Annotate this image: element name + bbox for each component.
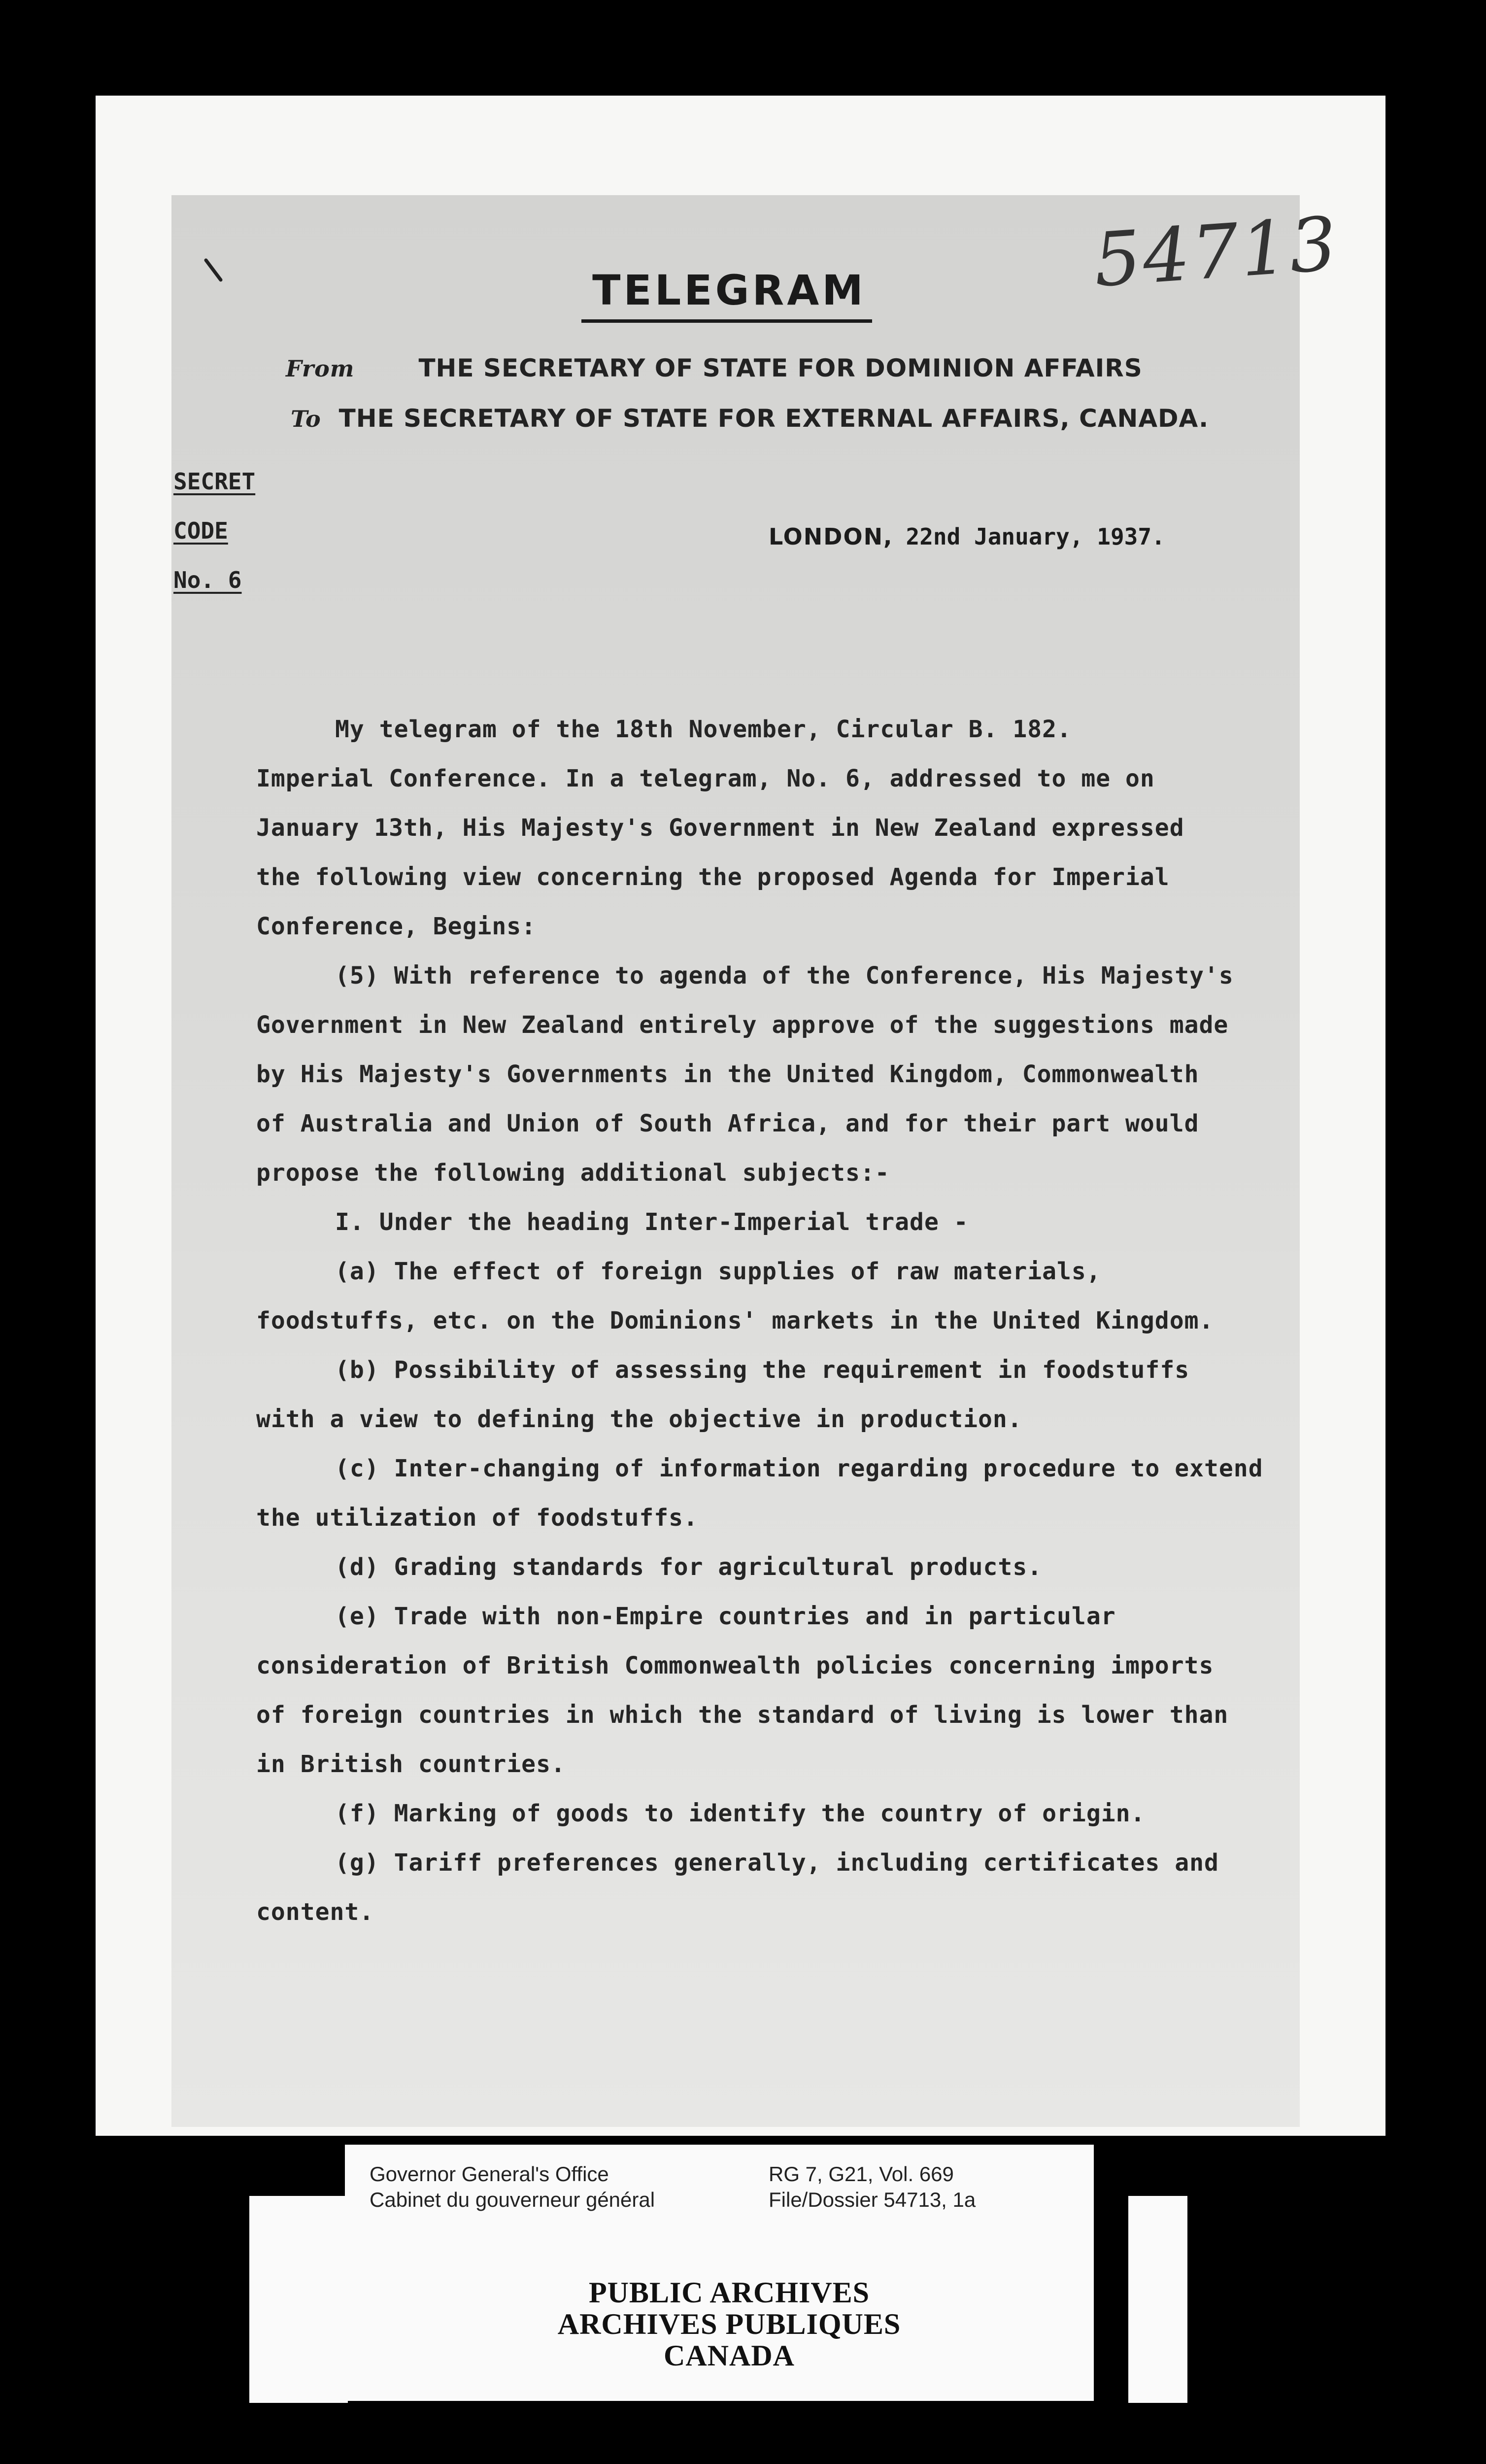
body-line: the utilization of foodstuffs. [256, 1504, 698, 1532]
to-line [291, 404, 1209, 433]
body-line: with a view to defining the objective in production. [256, 1405, 1022, 1433]
to-prefix: To [291, 406, 321, 432]
archives-title-fr: ARCHIVES PUBLIQUES [557, 2308, 901, 2340]
body-line: propose the following additional subjects:- [256, 1159, 890, 1187]
body-line: (f) Marking of goods to identify the country of origin. [335, 1800, 1146, 1827]
body-line: (b) Possibility of assessing the requirement in foodstuffs [335, 1356, 1190, 1384]
body-line: (c) Inter-changing of information regarding procedure to extend [335, 1455, 1263, 1482]
body-line: I. Under the heading Inter-Imperial trade - [335, 1208, 969, 1236]
classification-number: No. 6 [173, 567, 242, 593]
handwritten-number-text: 54713 [1091, 201, 1342, 304]
body-line: of Australia and Union of South Africa, and for their part would [256, 1110, 1199, 1137]
body-line: foodstuffs, etc. on the Dominions' markets in the United Kingdom. [256, 1307, 1214, 1335]
classification-code: CODE [173, 517, 228, 544]
telegram-title: TELEGRAM [592, 266, 866, 314]
dateline-city: LONDON, [769, 523, 893, 550]
title-underline [581, 319, 872, 323]
label-office-en: Governor General's Office [370, 2162, 609, 2186]
body-line: Government in New Zealand entirely approve of the suggestions made [256, 1011, 1229, 1039]
body-line: content. [256, 1898, 374, 1926]
body-line: of foreign countries in which the standard of living is lower than [256, 1701, 1229, 1729]
classification-secret: SECRET [173, 468, 256, 495]
body-line: in British countries. [256, 1750, 566, 1778]
archives-title-en: PUBLIC ARCHIVES [588, 2276, 870, 2309]
body-line: by His Majesty's Governments in the United Kingdom, Commonwealth [256, 1061, 1199, 1088]
body-line: (e) Trade with non-Empire countries and in particular [335, 1603, 1116, 1630]
body-line: (d) Grading standards for agricultural products. [335, 1553, 1043, 1581]
body-line: (g) Tariff preferences generally, including certificates and [335, 1849, 1219, 1877]
body-line: consideration of British Commonwealth policies concerning imports [256, 1652, 1214, 1679]
body-line: January 13th, His Majesty's Government in New Zealand expressed [256, 814, 1184, 842]
from-sender: THE SECRETARY OF STATE FOR DOMINION AFFAIRS [418, 354, 1143, 382]
from-prefix: From [286, 355, 355, 382]
body-line: (5) With reference to agenda of the Conference, His Majesty's [335, 962, 1234, 990]
archives-country: CANADA [664, 2339, 795, 2372]
body-line: (a) The effect of foreign supplies of raw materials, [335, 1258, 1101, 1285]
body-line: the following view concerning the proposed Agenda for Imperial [256, 863, 1170, 891]
body-line: Conference, Begins: [256, 913, 537, 940]
dateline [769, 523, 1165, 550]
label-reference: RG 7, G21, Vol. 669 [769, 2162, 954, 2186]
from-line [286, 354, 1143, 382]
dateline-date: 22nd January, 1937. [906, 523, 1165, 550]
label-office-fr: Cabinet du gouverneur général [370, 2188, 655, 2211]
to-recipient: THE SECRETARY OF STATE FOR EXTERNAL AFFAIRS, CANADA. [338, 404, 1209, 433]
body-line: Imperial Conference. In a telegram, No. 6, addressed to me on [256, 765, 1155, 792]
label-file: File/Dossier 54713, 1a [769, 2188, 976, 2211]
body-line: My telegram of the 18th November, Circular B. 182. [335, 716, 1072, 743]
